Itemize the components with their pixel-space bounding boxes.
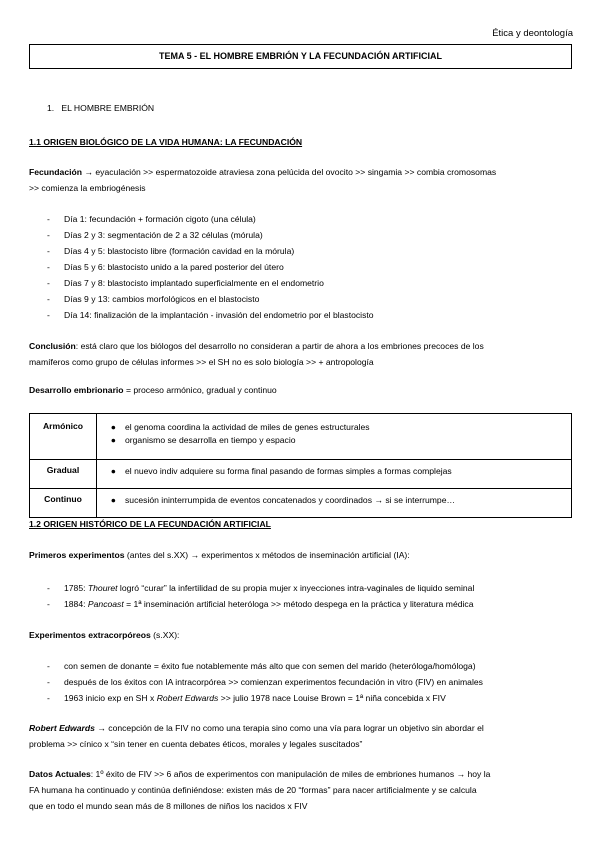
person-name: Pancoast	[87, 599, 124, 609]
desarrollo-line	[29, 382, 277, 398]
conclusion-paragraph	[29, 338, 572, 370]
table-value: ● el nuevo indiv adquiere su forma final pasando de formas simples a formas complejas	[97, 460, 572, 489]
list-item-text: Día 14: finalización de la implantación - invasión del endometrio por el blastocisto	[64, 310, 374, 320]
desarrollo-text: = proceso armónico, gradual y continuo	[123, 385, 277, 395]
conclusion-text-2: mamíferos como grupo de células informes >> el SH no es solo biología >> + antropología	[29, 357, 374, 367]
hist-year: 1785:	[64, 583, 88, 593]
list-item-text: Días 2 y 3: segmentación de 2 a 32 células (mórula)	[64, 230, 263, 240]
section-number: 1.	[47, 103, 55, 113]
term-conclusion: Conclusión	[29, 341, 76, 351]
table-item: organismo se desarrolla en tiempo y espacio	[125, 435, 296, 445]
term-extracorporeos: Experimentos extracorpóreos	[29, 630, 151, 640]
subsection-heading-1-2: 1.2 ORIGEN HISTÓRICO DE LA FECUNDACIÓN ARTIFICIAL	[29, 519, 271, 529]
term-datos: Datos Actuales	[29, 769, 91, 779]
table-value: ● el genoma coordina la actividad de miles de genes estructurales ● organismo se desarrolla en tiempo y espacio	[97, 414, 572, 460]
extra-text: (s.XX):	[150, 630, 180, 640]
fecundacion-text-1: → eyaculación >> espermatozoide atraviesa zona pelúcida del ovocito >> singamia >> combia cromosomas	[82, 167, 497, 177]
datos-paragraph	[29, 766, 572, 814]
datos-text-3: que en todo el mundo sean más de 8 millones de niños los nacidos x FIV	[29, 801, 308, 811]
table-item: el nuevo indiv adquiere su forma final pasando de formas simples a formas complejas	[125, 466, 452, 476]
list-item-text: después de los éxitos con IA intracorpórea >> comienzan experimentos fecundación in vitro (FIV) en animales	[64, 677, 483, 687]
term-edwards: Robert Edwards	[29, 723, 95, 733]
document-page: Ética y deontología TEMA 5 - EL HOMBRE EMBRIÓN Y LA FECUNDACIÓN ARTIFICIAL 1. EL HOMBRE EMBRIÓN 1.1 ORIGEN BIOLÓGICO DE LA VIDA HUMANA: LA FECUNDACIÓN Fecundación → eyaculación >> espermatozoide atraviesa zona pelúcida del ovocito >> singamia >> combia cromosomas >> comienza la embriogénesis - Día 1: fecundación + formación cigoto (una célula) - Días 2 y 3: segmentación de 2 a 32 células (mórula) - Días 4 y 5: blastocisto libre (formación cavidad en la mórula) - Días 5 y 6: blastocisto unido a la pared posterior del útero - Días 7 y 8: blastocisto implantado superficialmente en el endometrio - Días 9 y 13: cambios morfológicos en el blastocisto - Día 14: finalización de la implantación - invasión del endometrio por el blastocisto Conclusión: está claro que los biólogos del desarrollo no consideran a partir de ahora a los embriones precoces de los mamíferos como grupo de células informes >> el SH no es solo biología >> + antropología Desarrollo embrionario = proceso armónico, gradual y continuo Armónico ● el genoma coordina la actividad de miles de genes estructurales ● organismo se desarrolla en tiempo y espacio Gradual ● el nuevo indiv adquiere su forma final pasando de formas simples a formas complejas Continuo ● sucesión ininterrumpida de eventos concatenados y coordinados → si se interrumpe… 1.2 ORIGEN HISTÓRICO DE LA FECUNDACIÓN ARTIFICIAL Primeros experimentos (antes del s.XX) → experimentos x métodos de inseminación artificial (IA): - 1785: Thouret logró “curar” la infertilidad de su propia mujer x inyecciones intra-vaginales de liquido seminal - 1884: Pancoast = 1ª inseminación artificial heteróloga >> método despega en la práctica y literatura médica Experimentos extracorpóreos (s.XX): - con semen de donante = éxito fue notablemente más alto que con semen del marido (heteróloga/homóloga) - después de los éxitos con IA intracorpórea >> comienzan experimentos fecundación in vitro (FIV) en animales - 1963 inicio exp en SH x Robert Edwards >> julio 1978 nace Louise Brown = 1ª niña concebida x FIV Robert Edwards → concepción de la FIV no como una terapia sino como una vía para lograr un objetivo sin abordar el problema >> cínico x “sin tener en cuenta debates éticos, morales y legales suscitados” Datos Actuales: 1º éxito de FIV >> 6 años de experimentos con manipulación de miles de embriones humanos → hoy la FA humana ha continuado y continúa definiéndose: existen más de 20 “formas” para nacer artificialmente y se calcula que en todo el mundo sean más de 8 millones de niños los nacidos x FIV	[0, 0, 600, 848]
extra-line	[29, 627, 179, 643]
list-item-text: Días 5 y 6: blastocisto unido a la pared posterior del útero	[64, 262, 284, 272]
table-row	[30, 489, 572, 518]
datos-text-1: : 1º éxito de FIV >> 6 años de experimentos con manipulación de miles de embriones humanos → hoy la	[90, 769, 491, 779]
term-fecundacion: Fecundación	[29, 167, 83, 177]
fecundacion-text-2: >> comienza la embriogénesis	[29, 183, 146, 193]
term-primeros: Primeros experimentos	[29, 550, 125, 560]
primeros-text: (antes del s.XX) → experimentos x métodos de inseminación artificial (IA):	[124, 550, 410, 560]
section-heading	[47, 100, 154, 116]
fecundacion-paragraph	[29, 164, 572, 196]
hist-year: 1884:	[64, 599, 88, 609]
table-row	[30, 460, 572, 489]
table-key: Continuo	[30, 489, 97, 518]
table-key: Armónico	[30, 414, 97, 460]
edwards-text-1: → concepción de la FIV no como una terapia sino como una vía para lograr un objetivo sin abordar el	[94, 723, 484, 733]
primeros-line	[29, 547, 410, 563]
list-item-text: Días 4 y 5: blastocisto libre (formación cavidad en la mórula)	[64, 246, 295, 256]
list-item-text: Días 7 y 8: blastocisto implantado superficialmente en el endometrio	[64, 278, 324, 288]
list-item-text: Día 1: fecundación + formación cigoto (una célula)	[64, 214, 256, 224]
desarrollo-table	[29, 413, 572, 518]
person-name: Robert Edwards	[156, 693, 219, 703]
datos-text-2: FA humana ha continuado y continúa definiéndose: existen más de 20 “formas” para nacer artificialmente y se calcula	[29, 785, 477, 795]
table-key: Gradual	[30, 460, 97, 489]
edwards-paragraph	[29, 720, 572, 752]
term-desarrollo: Desarrollo embrionario	[29, 385, 124, 395]
table-item: el genoma coordina la actividad de miles de genes estructurales	[125, 422, 370, 432]
conclusion-text-1: : está claro que los biólogos del desarrollo no consideran a partir de ahora a los embriones precoces de los	[75, 341, 484, 351]
subsection-heading-1-1: 1.1 ORIGEN BIOLÓGICO DE LA VIDA HUMANA: LA FECUNDACIÓN	[29, 137, 303, 147]
table-row	[30, 414, 572, 460]
hist-text: logró “curar” la infertilidad de su propia mujer x inyecciones intra-vaginales de liquido seminal	[117, 583, 475, 593]
running-header: Ética y deontología	[492, 28, 573, 39]
list-item-text: con semen de donante = éxito fue notablemente más alto que con semen del marido (heteróloga/homóloga)	[64, 661, 476, 671]
list-item-text: Días 9 y 13: cambios morfológicos en el blastocisto	[64, 294, 260, 304]
list-item-text: 1963 inicio exp en SH x	[64, 693, 157, 703]
table-value: ● sucesión ininterrumpida de eventos concatenados y coordinados → si se interrumpe…	[97, 489, 572, 518]
edwards-text-2: problema >> cínico x “sin tener en cuenta debates éticos, morales y legales suscitados”	[29, 739, 363, 749]
document-title: TEMA 5 - EL HOMBRE EMBRIÓN Y LA FECUNDACIÓN ARTIFICIAL	[29, 44, 572, 69]
person-name: Thouret	[87, 583, 118, 593]
list-item-text: >> julio 1978 nace Louise Brown = 1ª niña concebida x FIV	[218, 693, 446, 703]
hist-text: = 1ª inseminación artificial heteróloga >> método despega en la práctica y literatura médica	[123, 599, 474, 609]
table-item: sucesión ininterrumpida de eventos concatenados y coordinados → si se interrumpe…	[125, 495, 456, 505]
section-label: EL HOMBRE EMBRIÓN	[61, 103, 155, 113]
